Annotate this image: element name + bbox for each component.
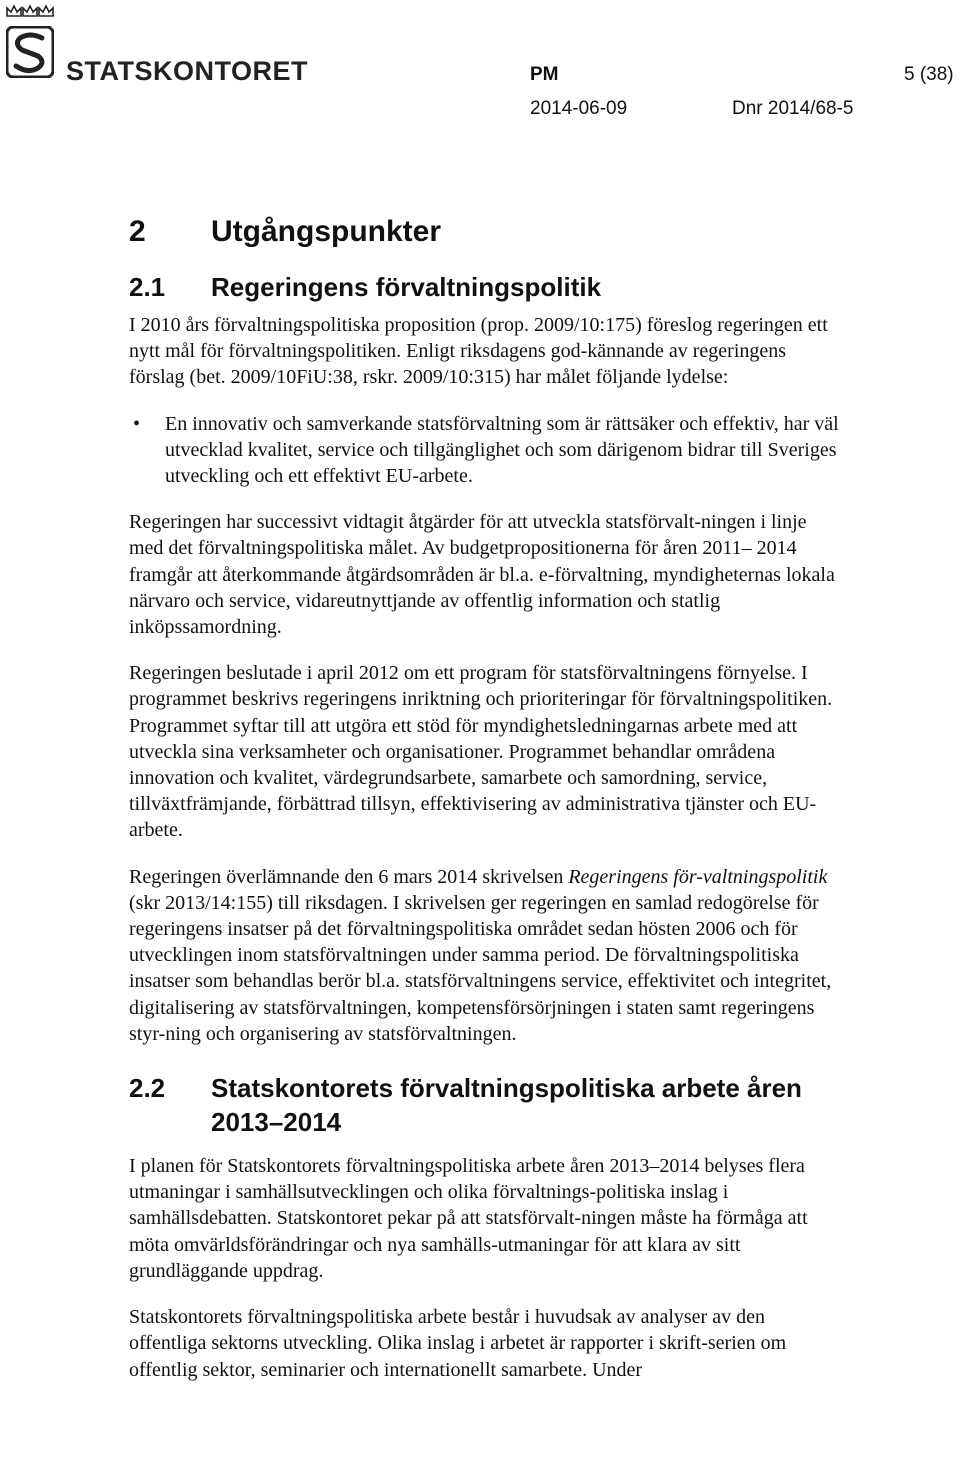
section-title-line: Statskontorets förvaltningspolitiska arbete åren [211, 1073, 802, 1104]
logo-wordmark: STATSKONTORET [66, 56, 308, 86]
document-type: PM [530, 64, 559, 85]
paragraph: I 2010 års förvaltningspolitiska proposition (prop. 2009/10:175) föreslog regeringen ett nytt mål för förvaltningspolitiken. Enligt riksdagens god-kännande av regeringens förslag (bet. 2009/10FiU:38, rskr. 2009/10:315) har målet följande lydelse: [129, 314, 828, 389]
paragraph-text: Regeringen överlämnande den 6 mars 2014 skrivelsen [129, 865, 569, 888]
section-title-line: 2013–2014 [211, 1107, 342, 1138]
section-title: Utgångspunkter [211, 215, 442, 248]
paragraph: Regeringen beslutade i april 2012 om ett program för statsförvaltningens förnyelse. I programmet beskrivs regeringens inriktning och prioriteringar för förvaltningspolitiken. Programmet syftar till att utgöra ett stöd för myndighetsledningarnas arbete med att utveckla sina verksamheter och organisationer. Programmet behandlar områdena innovation och kvalitet, värdegrundsarbete, samarbete och samordning, service, tillväxtfrämjande, förbättrad tillsyn, effektivisering av administrativa tjänster och EU-arbete. [129, 662, 833, 842]
document-date: 2014-06-09 [530, 98, 628, 119]
paragraph: I planen för Statskontorets förvaltningspolitiska arbete åren 2013–2014 belyses flera utmaningar i samhällsutvecklingen och olika förvaltnings-politiska inslag i samhällsdebatten. Statskontoret pekar på att statsförvalt-ningen måste ha förmåga att möta omvärldsförändringar och nya samhälls-utmaningar för att klara av sitt grundläggande uppdrag. [129, 1155, 808, 1282]
section-heading-2-1 [129, 270, 839, 304]
list-item-text: En innovativ och samverkande statsförvaltning som är rättsäker och effektiv, har väl utvecklad kvalitet, service och tillgänglighet och som därigenom bidrar till Sveriges utveckling och ett effektivt EU-arbete. [165, 412, 839, 488]
bullet-icon: • [133, 412, 141, 435]
s-monogram-icon [6, 26, 54, 78]
registration-number: Dnr 2014/68-5 [732, 98, 854, 119]
section-number: 2.2 [129, 1073, 166, 1104]
section-title [211, 1071, 802, 1139]
paragraph: Statskontorets förvaltningspolitiska arbete består i huvudsak av analyser av den offentliga sektorns utveckling. Olika inslag i arbetet är rapporter i skrift-serien om offentlig sektor, seminarier och internationellt samarbete. Under [129, 1306, 787, 1381]
publication-title: Regeringens för-valtningspolitik [568, 865, 828, 888]
paragraph: Regeringen har successivt vidtagit åtgärder för att utveckla statsförvalt-ningen i linje med det förvaltningspolitiska målet. Av budgetpropositionerna för åren 2011– 2014 framgår att återkommande åtgärdsområden är bl.a. e-förvaltning, myndigheternas lokala närvaro och service, vidareutnyttjande av offentlig information och statlig inköpssamordning. [129, 511, 835, 639]
section-heading-2 [129, 212, 839, 252]
section-number: 2 [129, 215, 146, 248]
paragraph-text: (skr 2013/14:155) till riksdagen. I skrivelsen ger regeringen en samlad redogörelse för regeringens insatser på det förvaltningspolitiska området sedan hösten 2006 och för utvecklingen inom statsförvaltningen under samma period. De förvaltningspolitiska insatser som behandlas berör bl.a. statsförvaltningens service, effektivitet och integritet, digitalisering av statsförvaltningen, kompetensförsörjningen i staten samt regeringens styr-ning och organisering av statsförvaltningen. [129, 891, 832, 1045]
paragraph [129, 864, 839, 1047]
section-heading-2-2 [129, 1071, 839, 1139]
page-body [129, 212, 839, 1403]
page-number: 5 (38) [904, 64, 954, 85]
three-crowns-icon [4, 2, 54, 22]
list-item [129, 411, 839, 490]
statskontoret-logo [4, 2, 308, 86]
bullet-list [129, 411, 839, 490]
section-number: 2.1 [129, 272, 166, 302]
section-title: Regeringens förvaltningspolitik [211, 272, 602, 302]
